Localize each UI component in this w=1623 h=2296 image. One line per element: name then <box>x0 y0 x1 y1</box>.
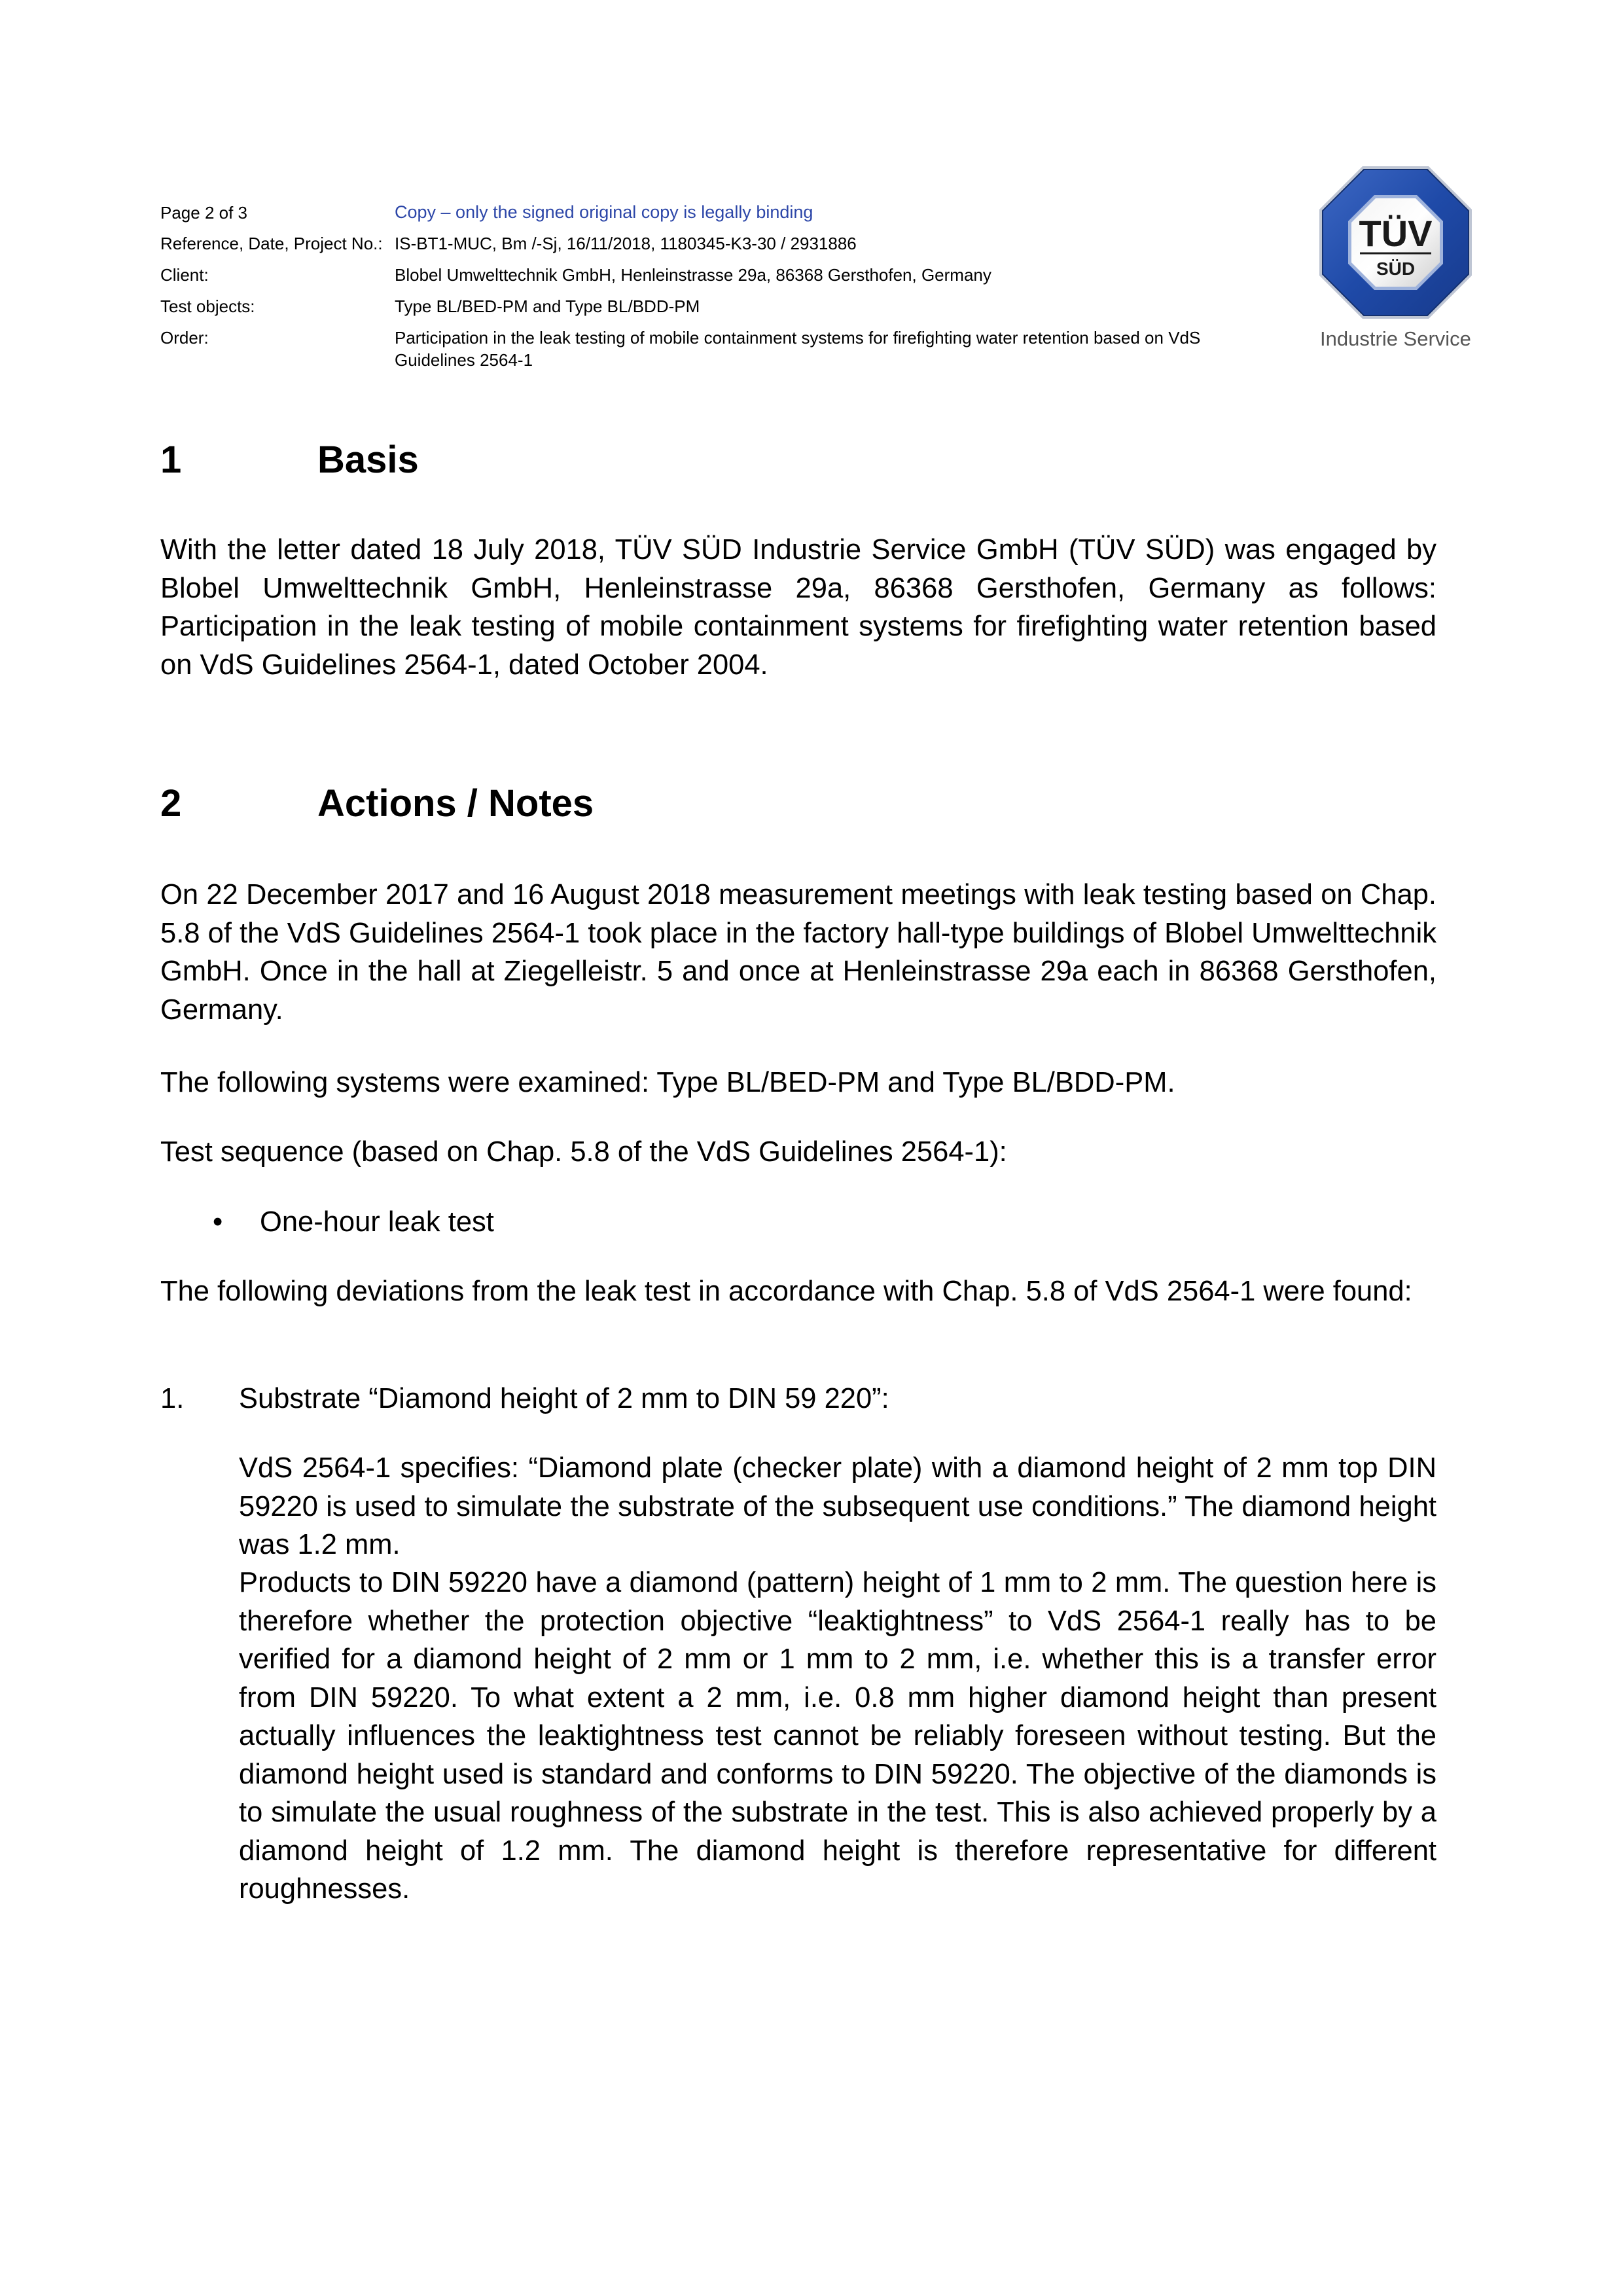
basis-paragraph: With the letter dated 18 July 2018, TÜV SÜD Industrie Service GmbH (TÜV SÜD) was engaged by Blobel Umwelttechnik GmbH, Henleinstrasse 29a, 86368 Gersthofen, Germany as follows: Participation in the leak testing of mobile containment systems for firefighting water retention based on VdS Guidelines 2564-1, dated October 2004. <box>160 534 1436 681</box>
logo-caption: Industrie Service <box>1320 327 1471 350</box>
test-objects-label: Test objects: <box>160 296 255 316</box>
list-item: One-hour leak test <box>260 1206 494 1238</box>
item-number: 1. <box>160 1383 185 1414</box>
test-sequence-paragraph: Test sequence (based on Chap. 5.8 of the VdS Guidelines 2564-1): <box>160 1136 1007 1168</box>
client-label: Client: <box>160 265 209 285</box>
tuv-octagon-icon <box>1315 162 1476 323</box>
section-number: 1 <box>160 439 182 481</box>
reference-value: IS-BT1-MUC, Bm /-Sj, 16/11/2018, 1180345-K3-30 / 2931886 <box>395 234 857 253</box>
client-value: Blobel Umwelttechnik GmbH, Henleinstrasse 29a, 86368 Gersthofen, Germany <box>395 265 991 285</box>
systems-paragraph: The following systems were examined: Type BL/BED-PM and Type BL/BDD-PM. <box>160 1067 1175 1098</box>
section-number: 2 <box>160 782 182 825</box>
reference-label: Reference, Date, Project No.: <box>160 234 383 253</box>
page-indicator: Page 2 of 3 <box>160 203 247 223</box>
order-value: Participation in the leak testing of mobile containment systems for firefighting water retention based on VdS Guidelines 2564-1 <box>395 328 1201 370</box>
bullet-icon: • <box>213 1206 223 1238</box>
item-paragraph: VdS 2564-1 specifies: “Diamond plate (checker plate) with a diamond height of 2 mm top DIN 59220 is used to simulate the substrate of the subsequent use conditions.” The diamond height was 1.2 mm. <box>239 1452 1436 1560</box>
meetings-paragraph: On 22 December 2017 and 16 August 2018 measurement meetings with leak testing based on Chap. 5.8 of the VdS Guidelines 2564-1 took place in the factory hall-type buildings of Blobel Umwelttechnik GmbH. Once in the hall at Ziegelleistr. 5 and once at Henleinstrasse 29a each in 86368 Gersthofen, Germany. <box>160 879 1436 1026</box>
order-label: Order: <box>160 328 209 348</box>
svg-text:TÜV: TÜV <box>1359 213 1433 254</box>
section-title: Basis <box>317 439 419 481</box>
item-title: Substrate “Diamond height of 2 mm to DIN 59 220”: <box>239 1383 889 1414</box>
svg-text:SÜD: SÜD <box>1376 259 1416 279</box>
section-title: Actions / Notes <box>317 782 594 825</box>
copy-notice: Copy – only the signed original copy is legally binding <box>395 202 813 222</box>
item-paragraph: Products to DIN 59220 have a diamond (pattern) height of 1 mm to 2 mm. The question here is therefore whether the protection objective “leaktightness” to VdS 2564-1 really has to be verified for a diamond height of 2 mm or 1 mm to 2 mm, i.e. whether this is a transfer error from DIN 59220. To what extent a 2 mm, i.e. 0.8 mm higher diamond height than present actually influences the leaktightness test cannot be reliably foreseen without testing. But the diamond height used is standard and conforms to DIN 59220. The objective of the diamonds is to simulate the usual roughness of the substrate in the test. This is also achieved properly by a diamond height of 1.2 mm. The diamond height is therefore representative for different roughnesses. <box>239 1567 1436 1905</box>
test-objects-value: Type BL/BED-PM and Type BL/BDD-PM <box>395 296 700 316</box>
tuv-sud-logo <box>1315 162 1476 359</box>
deviations-paragraph: The following deviations from the leak test in accordance with Chap. 5.8 of VdS 2564-1 were found: <box>160 1276 1412 1307</box>
